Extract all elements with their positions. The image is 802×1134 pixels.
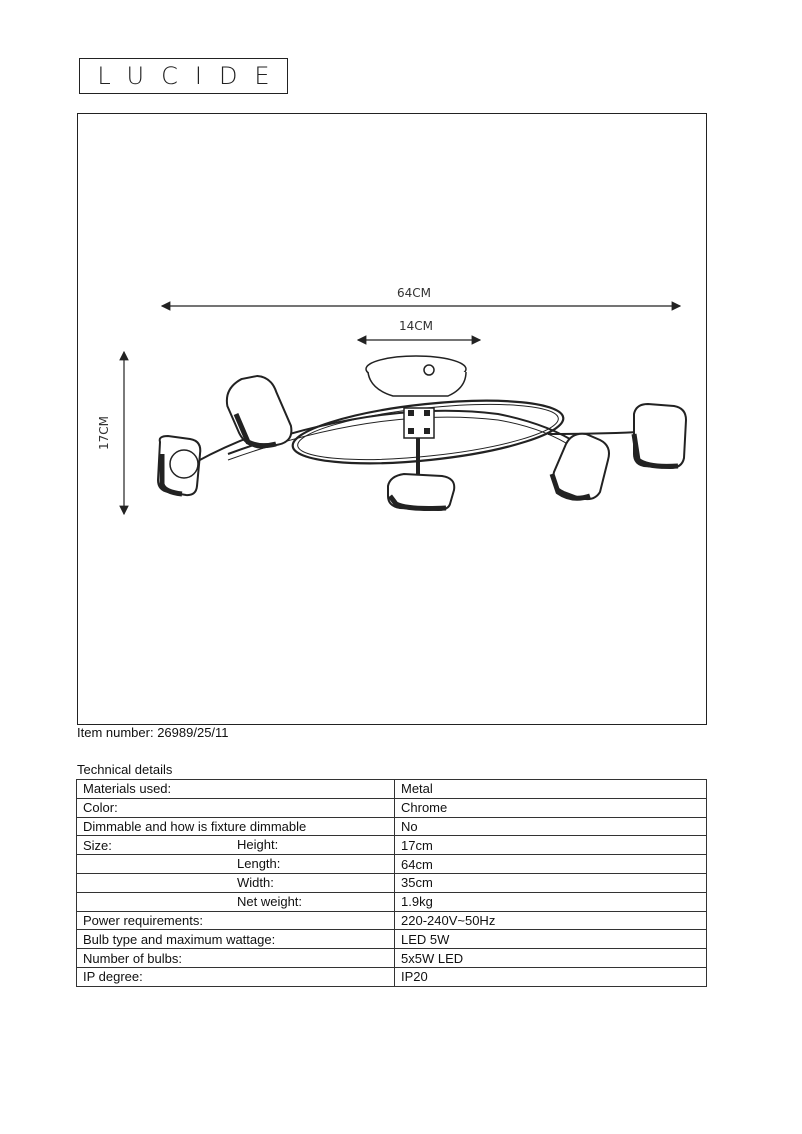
row-value: IP20	[395, 967, 707, 986]
row-value: 35cm	[395, 873, 707, 892]
logo-text: LUCIDE	[97, 62, 287, 90]
table-row	[77, 930, 707, 949]
row-label: Number of bulbs:	[77, 949, 395, 968]
width-dimension-label: 64CM	[396, 286, 432, 300]
table-row	[77, 911, 707, 930]
table-row	[77, 892, 707, 911]
lamp-head-far-right	[634, 404, 686, 468]
row-label-cell	[77, 855, 395, 874]
row-label: Color:	[77, 798, 395, 817]
row-value: 220-240V~50Hz	[395, 911, 707, 930]
base-dimension-label: 14CM	[398, 319, 434, 333]
table-row	[77, 836, 707, 855]
row-value: 1.9kg	[395, 892, 707, 911]
row-value: 5x5W LED	[395, 949, 707, 968]
lamp-head-left	[225, 374, 292, 450]
product-drawing-frame	[77, 113, 707, 725]
row-value: Metal	[395, 780, 707, 799]
technical-details-title: Technical details	[77, 762, 173, 777]
ceiling-canopy	[366, 356, 466, 396]
height-dimension-label: 17CM	[97, 415, 111, 451]
row-sublabel: Length:	[237, 856, 281, 872]
technical-details-table	[76, 779, 707, 987]
table-row	[77, 855, 707, 874]
row-label: Size:	[83, 837, 112, 853]
table-row	[77, 873, 707, 892]
row-label: IP degree:	[77, 967, 395, 986]
row-label: Bulb type and maximum wattage:	[77, 930, 395, 949]
central-hub	[404, 408, 434, 474]
lamp-head-center	[388, 474, 454, 510]
row-label-cell	[77, 892, 395, 911]
row-label: Dimmable and how is fixture dimmable	[77, 817, 395, 836]
lamp-drawing	[78, 114, 708, 726]
row-label: Power requirements:	[77, 911, 395, 930]
row-label-cell	[77, 836, 395, 855]
row-label: Materials used:	[77, 780, 395, 799]
row-sublabel: Height:	[237, 837, 279, 853]
table-row	[77, 798, 707, 817]
item-number: Item number: 26989/25/11	[77, 725, 229, 740]
table-row	[77, 817, 707, 836]
row-sublabel: Width:	[237, 874, 274, 890]
row-value: No	[395, 817, 707, 836]
row-value: 64cm	[395, 855, 707, 874]
table-row	[77, 780, 707, 799]
row-value: Chrome	[395, 798, 707, 817]
row-label-cell	[77, 873, 395, 892]
row-value: 17cm	[395, 836, 707, 855]
lamp-head-right	[552, 434, 609, 499]
brand-logo	[79, 58, 288, 94]
row-value: LED 5W	[395, 930, 707, 949]
lamp-head-far-left	[158, 436, 200, 495]
row-sublabel: Net weight:	[237, 893, 303, 909]
table-row	[77, 967, 707, 986]
table-row	[77, 949, 707, 968]
